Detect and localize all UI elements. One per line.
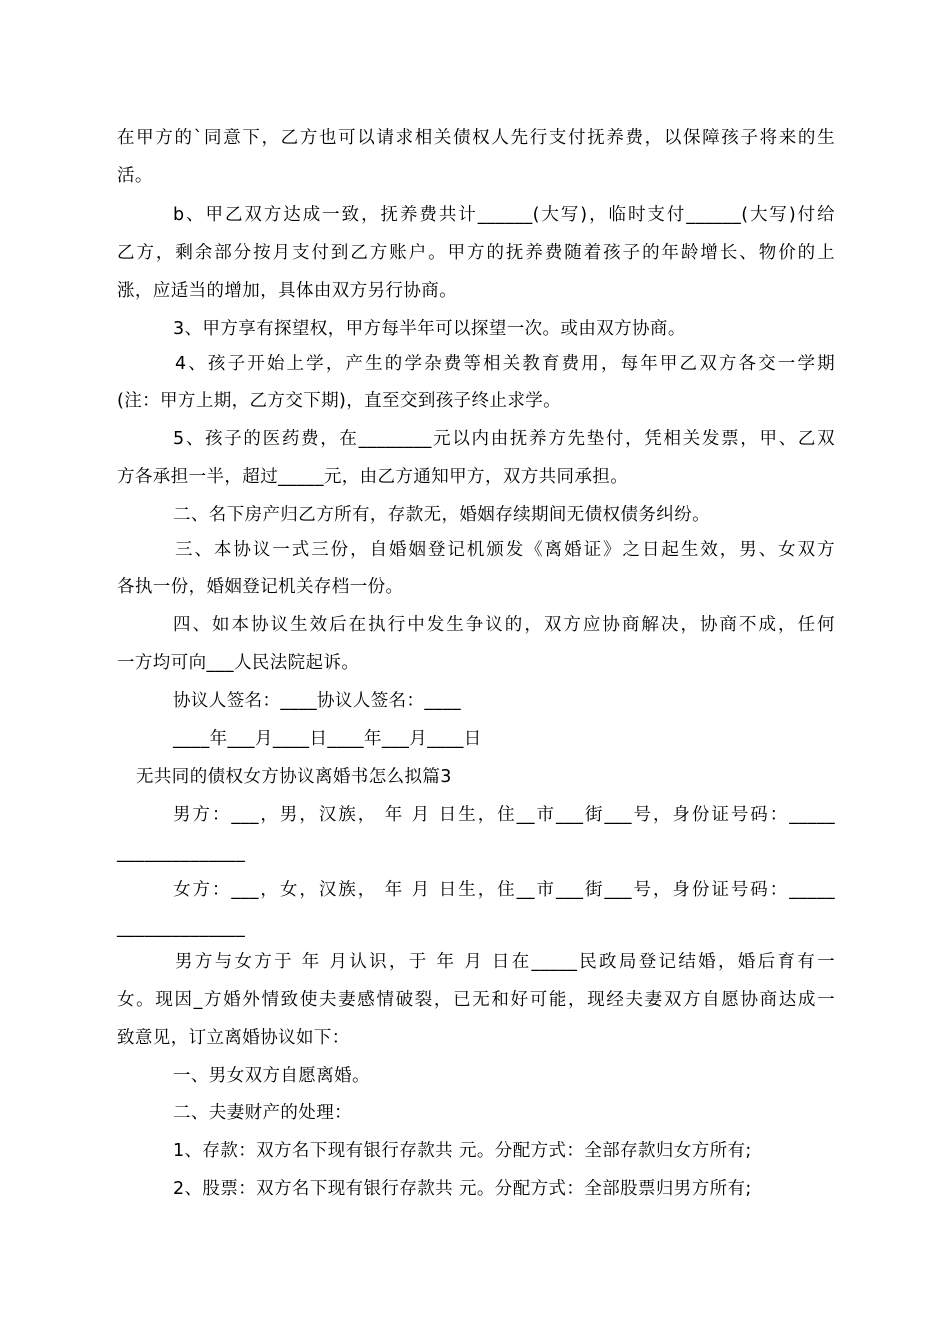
paragraph-line: 三、本协议一式三份，自婚姻登记机颁发《离婚证》之日起生效，男、女双方: [175, 540, 835, 560]
paragraph-line: 一方均可向___人民法院起诉。: [117, 653, 360, 673]
paragraph-line: 男方：___，男，汉族， 年 月 日生，住__市___街___号，身份证号码：_____: [173, 805, 835, 825]
paragraph-line: 二、夫妻财产的处理：: [173, 1103, 352, 1123]
paragraph-line: 致意见，订立离婚协议如下：: [117, 1028, 350, 1048]
paragraph-line: 1、存款：双方名下现有银行存款共 元。分配方式：全部存款归女方所有;: [173, 1141, 752, 1161]
paragraph-line: 4、孩子开始上学，产生的学杂费等相关教育费用，每年甲乙双方各交一学期: [175, 354, 835, 374]
paragraph-line: 在甲方的`同意下，乙方也可以请求相关债权人先行支付抚养费，以保障孩子将来的生: [117, 128, 835, 148]
paragraph-line: 3、甲方享有探望权，甲方每半年可以探望一次。或由双方协商。: [173, 319, 686, 339]
paragraph-line: 女方：___，女，汉族， 年 月 日生，住__市___街___号，身份证号码：_____: [173, 880, 835, 900]
paragraph-line: 各执一份，婚姻登记机关存档一份。: [117, 577, 404, 597]
paragraph-line: 四、如本协议生效后在执行中发生争议的，双方应协商解决，协商不成，任何: [173, 615, 835, 635]
paragraph-line: 涨，应适当的增加，具体由双方另行协商。: [117, 281, 458, 301]
paragraph-line: 2、股票：双方名下现有银行存款共 元。分配方式：全部股票归男方所有;: [173, 1179, 752, 1199]
paragraph-line: ______________: [117, 918, 246, 938]
paragraph-line: ______________: [117, 843, 246, 863]
paragraph-line: (注：甲方上期，乙方交下期)，直至交到孩子终止求学。: [117, 391, 562, 411]
date-line: ____年___月____日____年___月____日: [173, 729, 482, 749]
paragraph-line: 5、孩子的医药费，在________元以内由抚养方先垫付，凭相关发票，甲、乙双: [173, 429, 835, 449]
paragraph-line: 乙方，剩余部分按月支付到乙方账户。甲方的抚养费随着孩子的年龄增长、物价的上: [117, 243, 835, 263]
paragraph-line: 一、男女双方自愿离婚。: [173, 1066, 370, 1086]
section-heading: 无共同的债权女方协议离婚书怎么拟篇3: [136, 767, 452, 787]
signature-line: 协议人签名：____协议人签名：____: [173, 691, 461, 711]
paragraph-line: 活。: [117, 166, 153, 186]
paragraph-line: 方各承担一半，超过_____元，由乙方通知甲方，双方共同承担。: [117, 467, 629, 487]
paragraph-line: 男方与女方于 年 月认识，于 年 月 日在_____民政局登记结婚，婚后育有一: [175, 952, 835, 972]
paragraph-line: 女。现因_方婚外情致使夫妻感情破裂，已无和好可能，现经夫妻双方自愿协商达成一: [117, 990, 835, 1010]
paragraph-line: 二、名下房产归乙方所有，存款无，婚姻存续期间无债权债务纠纷。: [173, 505, 710, 525]
paragraph-line: b、甲乙双方达成一致，抚养费共计______(大写)，临时支付______(大写)付给: [173, 205, 835, 225]
